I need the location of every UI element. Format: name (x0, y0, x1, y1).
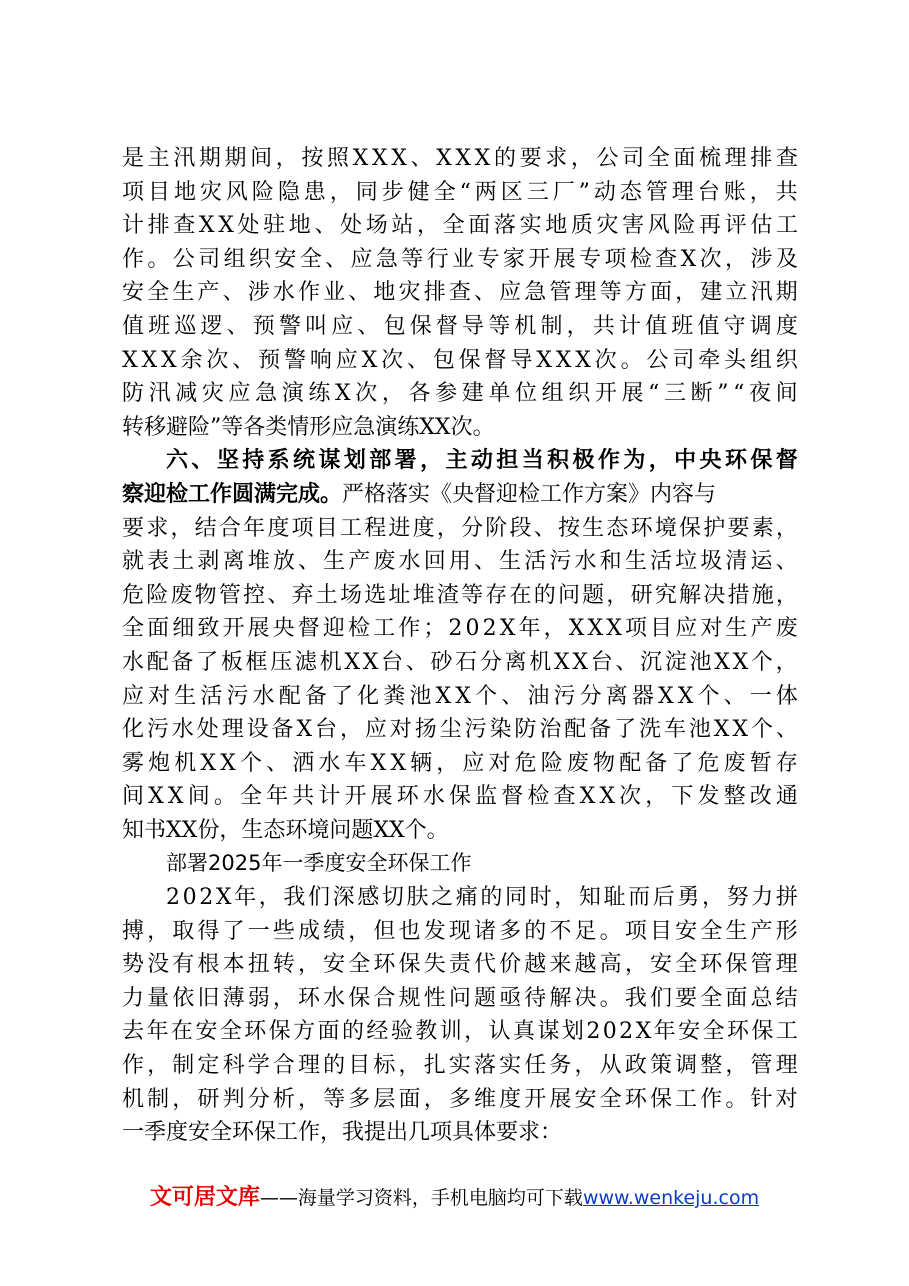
text-line: 作 。 公 司 组 织 安 全 、 应 急 等 行 业 专 家 开 展 专 项 检 查 X 次 ， 涉 及 (122, 246, 798, 272)
text-line: 雾 炮 机 X X 个 、 洒 水 车 X X 辆 ， 应 对 危 险 废 物 配 备 了 危 废 暂 存 (122, 750, 798, 776)
paragraph-flood-season (122, 142, 798, 444)
text-line: 作 ， 制 定 科 学 合 理 的 目 标 ， 扎 实 落 实 任 务 ， 从 政 策 调 整 ， 管 理 (122, 1053, 798, 1079)
text-line: 势 没 有 根 本 扭 转 ， 安 全 环 保 失 责 代 价 越 来 越 高 ， 安 全 环 保 管 理 (122, 952, 798, 978)
text-line: 转移避险”等各类情形应急演练XX次。 (122, 414, 495, 440)
text-line: 搏 ， 取 得 了 一 些 成 绩 ， 但 也 发 现 诸 多 的 不 足 。 项 目 安 全 生 产 形 (122, 918, 798, 944)
text-line: 间 X X 间 。 全 年 共 计 开 展 环 水 保 监 督 检 查 X X 次 ， 下 发 整 改 通 (122, 784, 798, 810)
text-line: 机 制 ， 研 判 分 析 ， 等 多 层 面 ， 多 维 度 开 展 安 全 环 保 工 作 。 针 对 (122, 1086, 798, 1112)
website-link[interactable]: www.wenkeju.com (582, 1187, 760, 1209)
text-line: 就 表 土 剥 离 堆 放 、 生 产 废 水 回 用 、 生 活 污 水 和 生 活 垃 圾 清 运 、 (122, 549, 798, 575)
text-line: 2 0 2 X 年 ， 我 们 深 感 切 肤 之 痛 的 同 时 ， 知 耻 而 后 勇 ， 努 力 拼 (166, 885, 798, 911)
text-line: 水 配 备 了 板 框 压 滤 机 X X 台 、 砂 石 分 离 机 X X 台 、 沉 淀 池 X X 个 ， (122, 649, 798, 675)
section-heading: 部署2025年一季度安全环保工作 (166, 851, 472, 876)
text-line: 是 主 汛 期 期 间 ， 按 照 X X X 、 X X X 的 要 求 ， 公 司 全 面 梳 理 排 查 (122, 146, 798, 171)
paragraph-q1-plan (122, 881, 798, 1150)
text-line: 全 面 细 致 开 展 央 督 迎 检 工 作 ； 2 0 2 X 年 ， X X X 项 目 应 对 生 产 废 (122, 616, 798, 642)
text-line: 要 求 ， 结 合 年 度 项 目 工 程 进 度 ， 分 阶 段 、 按 生 态 环 境 保 护 要 素 ， (122, 515, 798, 541)
text-line: X X X 余 次 、 预 警 响 应 X 次 、 包 保 督 导 X X X 次 。 公 司 牵 头 组 织 (122, 347, 798, 373)
text-line: 危 险 废 物 管 控 、 弃 土 场 选 址 堆 渣 等 存 在 的 问 题 ， 研 究 解 决 措 施 ， (122, 582, 798, 608)
text-line: 应 对 生 活 污 水 配 备 了 化 粪 池 X X 个 、 油 污 分 离 器 X X 个 、 一 体 (122, 683, 798, 709)
document-body (122, 142, 798, 1150)
text-line: 一季度安全环保工作，我提出几项具体要求： (122, 1120, 563, 1146)
text-line: 防 汛 减 灾 应 急 演 练 X 次 ， 各 参 建 单 位 组 织 开 展 “ 三 断 ” “ 夜 间 (122, 381, 798, 407)
text-line: 去 年 在 安 全 环 保 方 面 的 经 验 教 训 ， 认 真 谋 划 2 0 2 X 年 安 全 环 保 工 (122, 1019, 798, 1045)
footer-banner (0, 1180, 909, 1211)
text-line: 知书XX份，生态环境问题XX个。 (122, 817, 449, 843)
text-line: 化 污 水 处 理 设 备 X 台 ， 应 对 扬 尘 污 染 防 治 配 备 了 洗 车 池 X X 个 、 (122, 717, 798, 743)
text-line (122, 478, 798, 512)
paragraph-environmental-inspection (122, 444, 798, 847)
text-line-rest: 严格落实《央督迎检工作方案》内容与 (342, 481, 717, 507)
section-title-line: 六 、 坚 持 系 统 谋 划 部 署 ， 主 动 担 当 积 极 作 为 ， 中 央 环 保 督 (166, 447, 798, 474)
text-line: 项 目 地 灾 风 险 隐 患 ， 同 步 健 全 “ 两 区 三 厂 ” 动 态 管 理 台 账 ， 共 (122, 179, 798, 205)
text-line: 计 排 查 X X 处 驻 地 、 处 场 站 ， 全 面 落 实 地 质 灾 害 风 险 再 评 估 工 (122, 213, 798, 239)
footer-slogan: ——海量学习资料，手机电脑均可下载 (259, 1187, 583, 1209)
text-line: 力 量 依 旧 薄 弱 ， 环 水 保 合 规 性 问 题 亟 待 解 决 。 我 们 要 全 面 总 结 (122, 985, 798, 1011)
brand-name: 文可居文库 (149, 1185, 260, 1210)
section-title-tail: 察迎检工作圆满完成。 (122, 480, 343, 507)
text-line: 安 全 生 产 、 涉 水 作 业 、 地 灾 排 查 、 应 急 管 理 等 方 面 ， 建 立 汛 期 (122, 280, 798, 306)
text-line: 值 班 巡 逻 、 预 警 叫 应 、 包 保 督 导 等 机 制 ， 共 计 值 班 值 守 调 度 (122, 313, 798, 339)
